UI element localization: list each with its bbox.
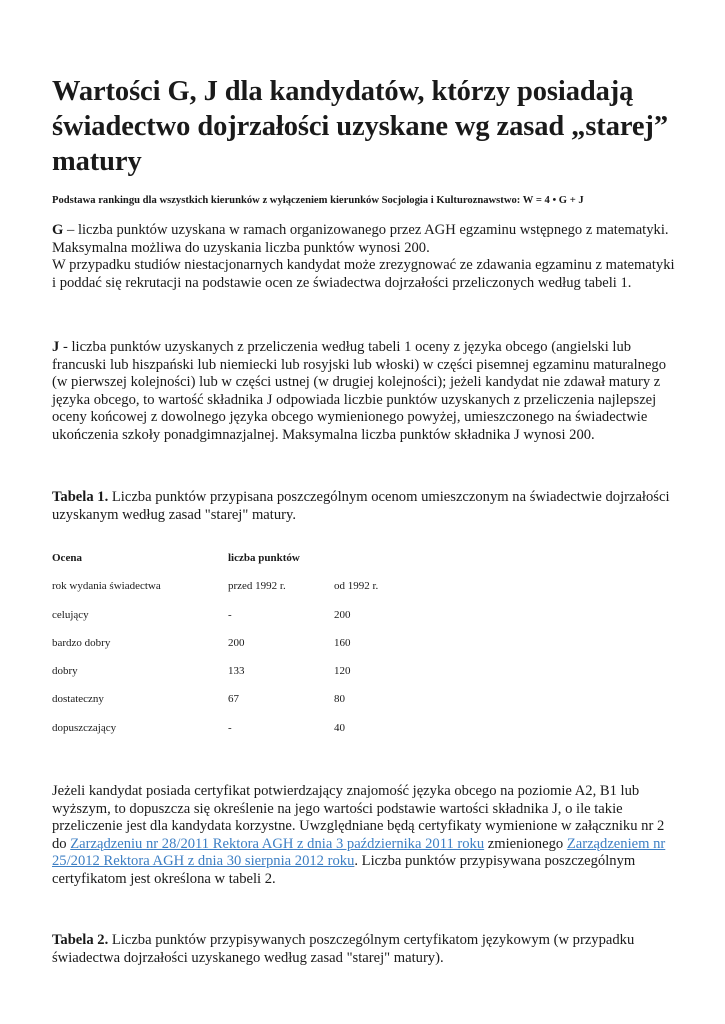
table-cell-grade: celujący [52,608,89,621]
table-cell-before-1992: - [228,721,232,734]
j-text: - liczba punktów uzyskanych z przeliczenia według tabeli 1 oceny z języka obcego (angielski lub francuski lub hiszpański lub niemiecki lub rosyjski lub włoski) w części pisemnej egzaminu maturalnego (w pierwszej kolejności) lub w części ustnej (w drugiej kolejności); jeżeli kandydat nie zdawał matury z języka obcego, to wartość składnika J odpowiada liczbie punktów uzyskanych z przeliczenia najlepszej oceny końcowej z dowolnego języka obcego wymienionego powyżej, umieszczonego na świadectwie ukończenia szkoły ponadgimnazjalnej. Maksymalna liczba punktów składnika J wynosi 200. [52,339,667,443]
j-section [52,339,682,445]
table-cell-grade: dostateczny [52,693,104,706]
page-title: Wartości G, J dla kandydatów, którzy posiadają świadectwo dojrzałości uzyskane wg zasad „starej” matury [52,76,668,177]
certificates-text2: zmienionego [484,835,567,852]
g-line2: Maksymalna możliwa do uzyskania liczba punktów wynosi 200. [52,239,430,256]
table-cell-before-1992: - [228,608,232,621]
table1-caption-text: Liczba punktów przypisana poszczególnym ocenom umieszczonym na świadectwie dojrzałości uzyskanym według zasad "starej" matury. [52,489,670,523]
regulation-25-2012-link[interactable]: Zarządzeniem nr 25/2012 Rektora AGH z dnia 30 sierpnia 2012 roku [52,835,666,870]
table-cell-before-1992: przed 1992 r. [228,580,286,593]
table-cell-from-1992: 200 [334,608,351,621]
g-line3: W przypadku studiów niestacjonarnych kandydat może zrezygnować ze zdawania egzaminu z matematyki i poddać się rekrutacji na podstawie ocen ze świadectwa dojrzałości przeliczonych według tabeli 1. [52,257,675,291]
table-cell-grade: rok wydania świadectwa [52,580,161,593]
g-label: G [52,222,64,238]
g-line1: – liczba punktów uzyskana w ramach organizowanego przez AGH egzaminu wstępnego z matematyki. [63,222,669,238]
table-cell-from-1992: 40 [334,721,345,734]
table-row [52,718,472,746]
table-cell-before-1992: 200 [228,636,245,649]
g-section [52,222,682,292]
table-row [52,576,472,604]
table1-header-points: liczba punktów [228,552,300,564]
table-cell-from-1992: 80 [334,693,345,706]
table-cell-from-1992: 120 [334,665,351,678]
table-row [52,689,472,717]
table2-caption-label: Tabela 2. [52,932,109,948]
table2-caption-text: Liczba punktów przypisywanych poszczególnym certyfikatom językowym (w przypadku świadectwa dojrzałości uzyskanego według zasad "starej" matury). [52,932,635,966]
table-cell-before-1992: 67 [228,693,239,706]
j-label: J [52,339,60,355]
table1-header-ocena: Ocena [52,552,82,564]
certificates-paragraph [52,783,682,889]
table-cell-before-1992: 133 [228,665,245,678]
regulation-28-2011-link[interactable]: Zarządzeniu nr 28/2011 Rektora AGH z dnia 3 października 2011 roku [70,835,485,852]
table-row [52,661,472,689]
table1-caption [52,489,682,524]
certificates-text3: . Liczba punktów przypisywana poszczególnym certyfikatom jest określona w tabeli 2. [52,853,636,887]
ranking-basis: Podstawa rankingu dla wszystkich kierunków z wyłączeniem kierunków Socjologia i Kulturoznawstwo: W = 4 • G + J [52,195,584,206]
table1-header-row [52,548,472,576]
certificates-text1: Jeżeli kandydat posiada certyfikat potwierdzający znajomość języka obcego na poziomie A2, B1 lub wyższym, to dopuszcza się określenie na jego wartości podstawie wartości składnika J, o ile takie przeliczenie jest dla kandydata korzystne. Uwzględniane będą certyfikaty wymienione w załączniku nr 2 do [52,783,665,852]
table-cell-from-1992: od 1992 r. [334,580,379,593]
table-row [52,633,472,661]
table-row [52,605,472,633]
table-cell-from-1992: 160 [334,636,351,649]
table-cell-grade: dobry [52,665,78,678]
table2-caption [52,932,682,967]
table1 [52,548,472,746]
table-cell-grade: dopuszczający [52,721,117,734]
table-cell-grade: bardzo dobry [52,636,111,649]
table1-caption-label: Tabela 1. [52,489,109,505]
